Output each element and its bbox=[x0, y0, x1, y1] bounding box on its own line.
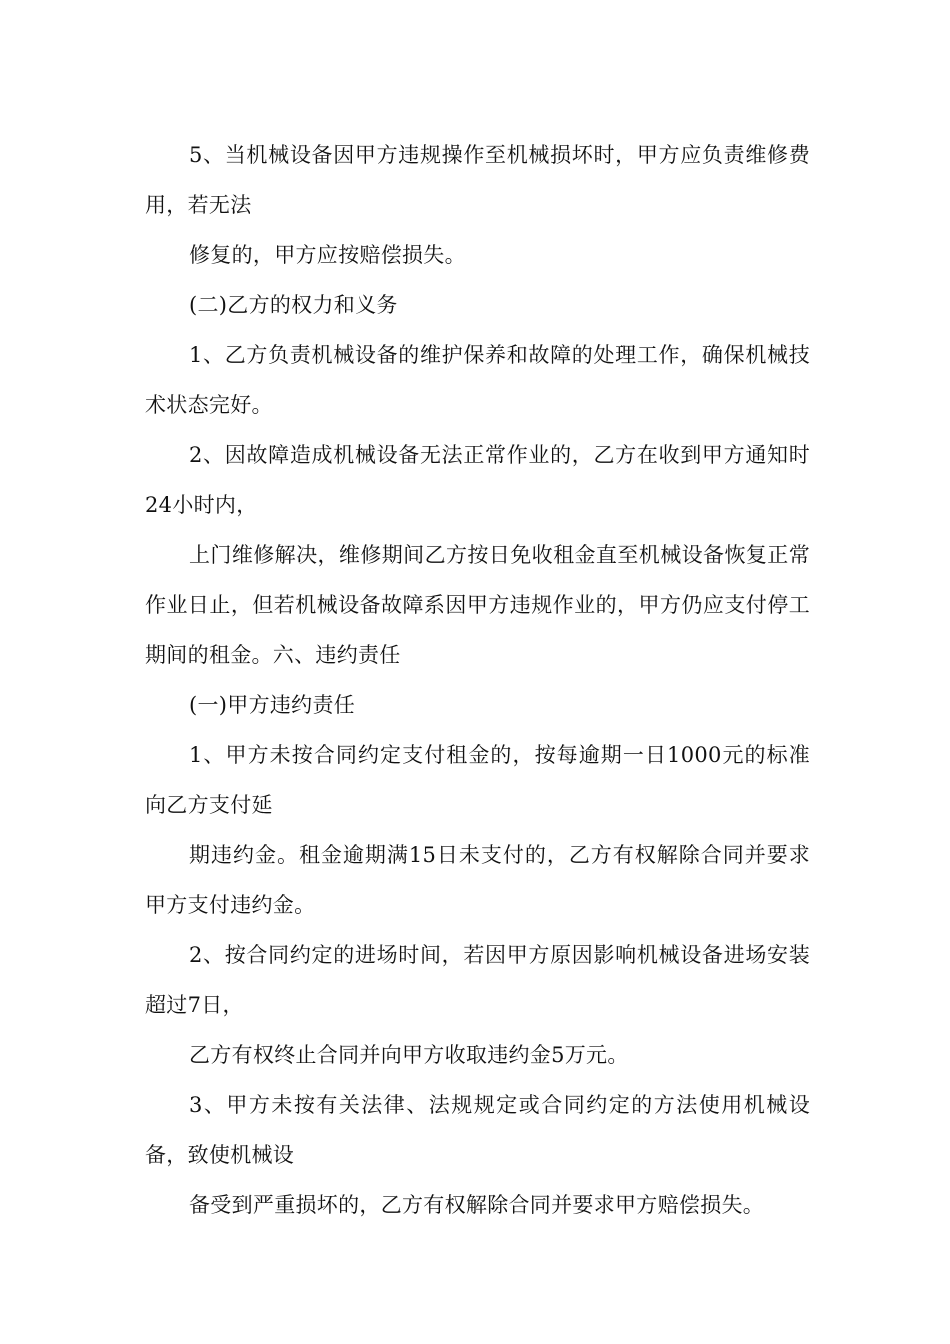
heading-party-a-liability: (一)甲方违约责任 bbox=[189, 693, 356, 717]
paragraph-a-clause-1: 1、甲方未按合同约定支付租金的，按每逾期一日1000元的标准向乙方支付延 bbox=[145, 743, 810, 817]
paragraph-b-clause-2: 2、因故障造成机械设备无法正常作业的，乙方在收到甲方通知时24小时内， bbox=[145, 443, 810, 517]
paragraph-clause-5-compensation: 修复的，甲方应按赔偿损失。 bbox=[189, 243, 466, 267]
paragraph-b-clause-1: 1、乙方负责机械设备的维护保养和故障的处理工作，确保机械技术状态完好。 bbox=[145, 343, 810, 417]
paragraph-clause-5-repair-cost: 5、当机械设备因甲方违规操作至机械损坏时，甲方应负责维修费用，若无法 bbox=[145, 143, 810, 217]
paragraph-a-clause-3-damage: 备受到严重损坏的，乙方有权解除合同并要求甲方赔偿损失。 bbox=[189, 1193, 765, 1217]
paragraph-a-clause-2: 2、按合同约定的进场时间，若因甲方原因影响机械设备进场安装超过7日， bbox=[145, 943, 810, 1017]
paragraph-a-clause-2-termination: 乙方有权终止合同并向甲方收取违约金5万元。 bbox=[189, 1043, 629, 1067]
document-body bbox=[145, 130, 810, 1230]
heading-party-b-rights: (二)乙方的权力和义务 bbox=[189, 293, 398, 317]
paragraph-a-clause-3: 3、甲方未按有关法律、法规规定或合同约定的方法使用机械设备，致使机械设 bbox=[145, 1093, 810, 1167]
paragraph-b-clause-2-repair: 上门维修解决，维修期间乙方按日免收租金直至机械设备恢复正常作业日止，但若机械设备故障系因甲方违规作业的，甲方仍应支付停工期间的租金。六、违约责任 bbox=[145, 543, 810, 667]
paragraph-a-clause-1-penalty: 期违约金。租金逾期满15日未支付的，乙方有权解除合同并要求甲方支付违约金。 bbox=[145, 843, 810, 917]
